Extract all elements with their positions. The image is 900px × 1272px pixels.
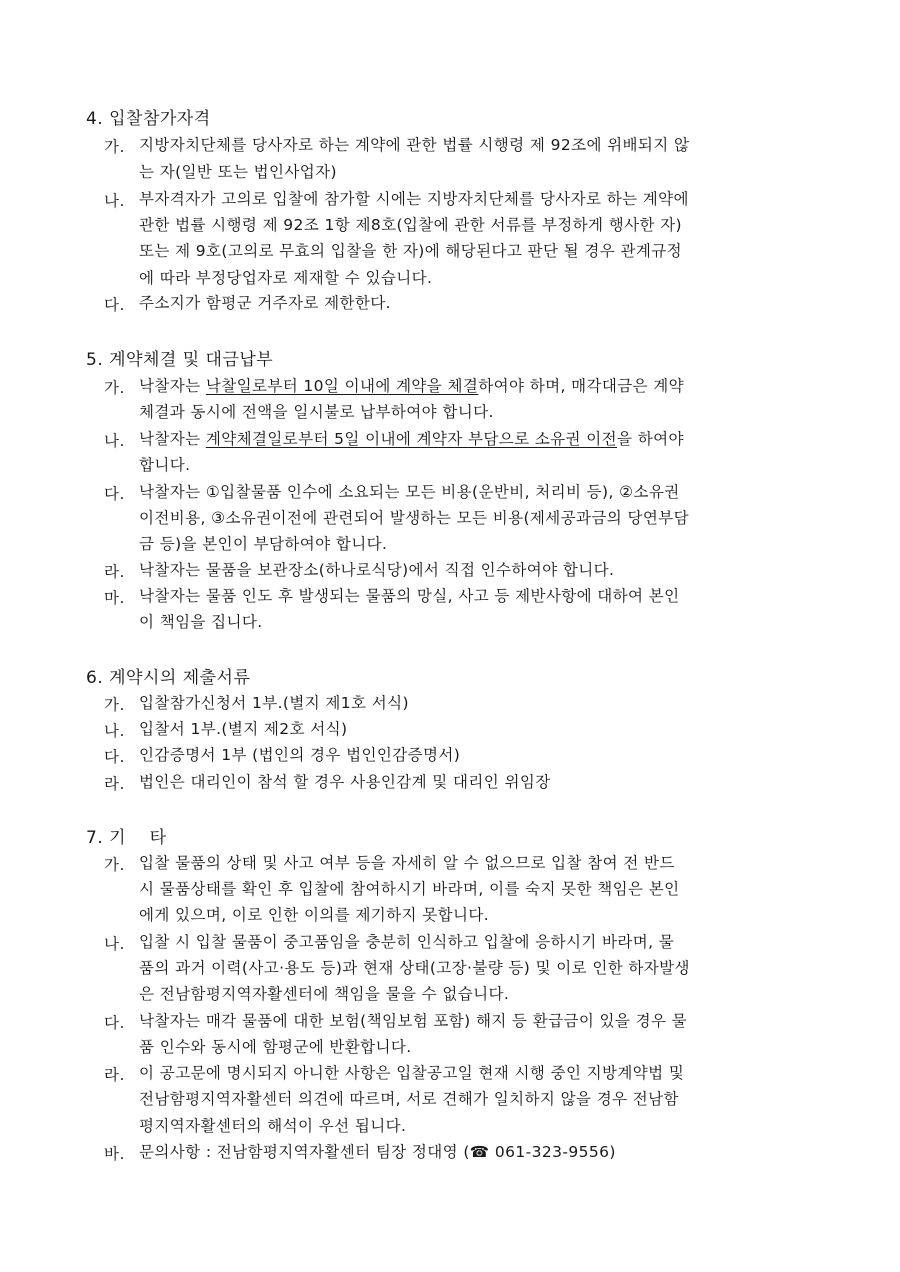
text-line: 합니다. bbox=[139, 456, 191, 474]
text-line: 낙찰자는 매각 물품에 대한 보험(책임보험 포함) 해지 등 환급금이 있을 경우 물 bbox=[139, 1012, 688, 1030]
item-marker: 가. bbox=[104, 379, 125, 397]
text-line: 이전비용, ③소유권이전에 관련되어 발생하는 모든 비용(제세공과금의 당연부담 bbox=[139, 509, 689, 527]
section-6-heading: 6. 계약시의 제출서류 bbox=[86, 668, 251, 688]
text-line: 입찰서 1부.(별지 제2호 서식) bbox=[139, 720, 348, 738]
text-line: 체결과 동시에 전액을 일시불로 납부하여야 합니다. bbox=[139, 403, 494, 421]
contact-line: 문의사항 : 전남함평지역자활센터 팀장 정대영 (☎ 061-323-9556) bbox=[139, 1143, 616, 1161]
text-line: 품 인수와 동시에 함평군에 반환합니다. bbox=[139, 1038, 412, 1056]
item-marker: 나. bbox=[104, 935, 125, 953]
item-marker: 마. bbox=[104, 589, 125, 607]
item-marker: 다. bbox=[104, 485, 125, 503]
section-4-heading: 4. 입찰참가자격 bbox=[86, 109, 211, 129]
text-line: 금 등)을 본인이 부담하여야 합니다. bbox=[139, 535, 388, 553]
section-5-heading: 5. 계약체결 및 대금납부 bbox=[86, 350, 274, 370]
item-marker: 가. bbox=[104, 856, 125, 874]
item-marker: 나. bbox=[104, 432, 125, 450]
text-line: 관한 법률 시행령 제 92조 1항 제8호(입찰에 관한 서류를 부정하게 행사한 자) bbox=[139, 216, 682, 234]
text-line: 시 물품상태를 확인 후 입찰에 참여하시기 바라며, 이를 숙지 못한 책임은 본인 bbox=[139, 880, 680, 898]
text-line: 이 공고문에 명시되지 아니한 사항은 입찰공고일 현재 시행 중인 지방계약법 및 bbox=[139, 1064, 685, 1082]
text-line bbox=[139, 376, 684, 396]
section-7-heading: 7. 기 타 bbox=[86, 828, 167, 848]
item-marker: 가. bbox=[104, 138, 125, 156]
text-line: 낙찰자는 물품 인도 후 발생되는 물품의 망실, 사고 등 제반사항에 대하여 본인 bbox=[139, 587, 680, 605]
item-marker: 다. bbox=[104, 296, 125, 314]
text-line: 입찰 시 입찰 물품이 중고품임을 충분히 인식하고 입찰에 응하시기 바라며, 물 bbox=[139, 933, 675, 951]
text-line: 품의 과거 이력(사고·용도 등)과 현재 상태(고장·불량 등) 및 이로 인한 하자발생 bbox=[139, 959, 690, 977]
text-line: 법인은 대리인이 참석 할 경우 사용인감계 및 대리인 위임장 bbox=[139, 773, 551, 791]
text-line: 은 전남함평지역자활센터에 책임을 물을 수 없습니다. bbox=[139, 985, 510, 1003]
text-line: 지방자치단체를 당사자로 하는 계약에 관한 법률 시행령 제 92조에 위배되지 않 bbox=[139, 136, 690, 154]
text-segment: 하여야 하며, 매각대금은 계약 bbox=[478, 377, 685, 395]
text-segment: 낙찰자는 bbox=[139, 377, 206, 395]
text-line: 이 책임을 집니다. bbox=[139, 613, 263, 631]
text-line: 에 따라 부정당업자로 제재할 수 있습니다. bbox=[139, 269, 433, 287]
item-marker: 라. bbox=[104, 775, 125, 793]
text-line: 평지역자활센터의 해석이 우선 됩니다. bbox=[139, 1117, 407, 1135]
text-line: 입찰참가신청서 1부.(별지 제1호 서식) bbox=[139, 694, 409, 712]
item-marker: 나. bbox=[104, 192, 125, 210]
item-marker: 다. bbox=[104, 748, 125, 766]
text-line: 전남함평지역자활센터 의견에 따르며, 서로 견해가 일치하지 않을 경우 전남함 bbox=[139, 1090, 679, 1108]
text-line: 인감증명서 1부 (법인의 경우 법인인감증명서) bbox=[139, 746, 461, 764]
item-marker: 나. bbox=[104, 722, 125, 740]
item-marker: 라. bbox=[104, 1066, 125, 1084]
underlined-text: 계약체결일로부터 5일 이내에 계약자 부담으로 소유권 이전 bbox=[205, 430, 618, 448]
item-marker: 바. bbox=[104, 1145, 125, 1163]
text-line bbox=[139, 429, 684, 449]
text-line: 는 자(일반 또는 법인사업자) bbox=[139, 163, 337, 181]
text-line: 주소지가 함평군 거주자로 제한한다. bbox=[139, 294, 391, 312]
text-segment: 낙찰자는 bbox=[139, 430, 206, 448]
text-line: 에게 있으며, 이로 인한 이의를 제기하지 못합니다. bbox=[139, 906, 490, 924]
text-line: 낙찰자는 물품을 보관장소(하나로식당)에서 직접 인수하여야 합니다. bbox=[139, 561, 615, 579]
text-line: 또는 제 9호(고의로 무효의 입찰을 한 자)에 해당된다고 판단 될 경우 관계규정 bbox=[139, 242, 682, 260]
text-line: 입찰 물품의 상태 및 사고 여부 등을 자세히 알 수 없으므로 입찰 참여 전 반드 bbox=[139, 854, 675, 872]
item-marker: 라. bbox=[104, 563, 125, 581]
underlined-text: 낙찰일로부터 10일 이내에 계약을 체결 bbox=[205, 377, 479, 395]
text-line: 부자격자가 고의로 입찰에 참가할 시에는 지방자치단체를 당사자로 하는 계약에 bbox=[139, 190, 689, 208]
text-line: 낙찰자는 ①입찰물품 인수에 소요되는 모든 비용(운반비, 처리비 등), ②소유권 bbox=[139, 483, 680, 501]
text-segment: 을 하여야 bbox=[617, 430, 684, 448]
item-marker: 가. bbox=[104, 696, 125, 714]
item-marker: 다. bbox=[104, 1014, 125, 1032]
